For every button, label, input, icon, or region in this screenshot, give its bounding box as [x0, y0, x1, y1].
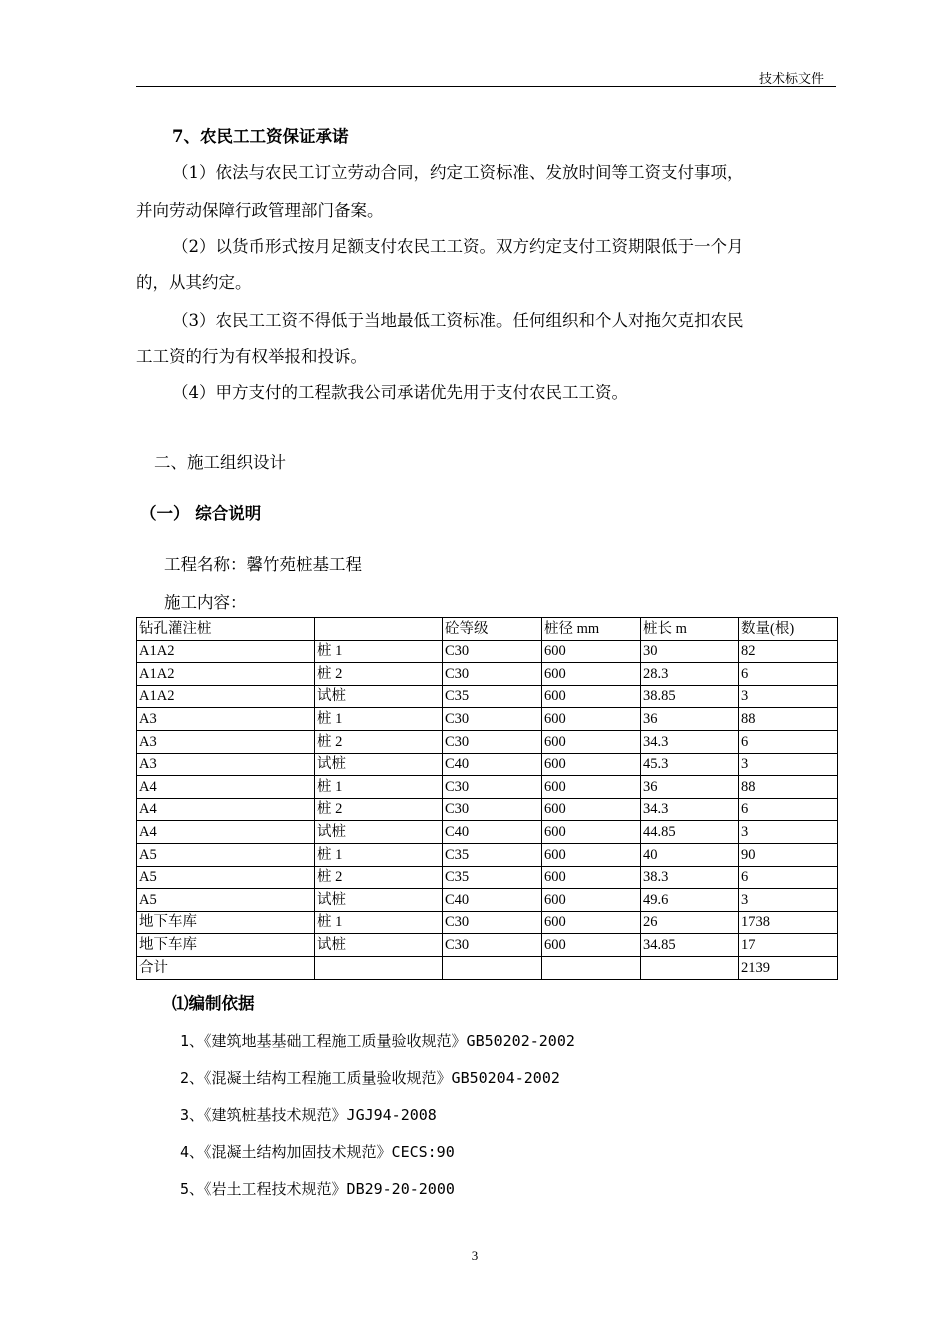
table-cell: 34.3	[641, 798, 739, 821]
table-cell: 3	[739, 889, 838, 912]
pile-table	[136, 617, 838, 980]
table-cell: C35	[443, 685, 542, 708]
table-cell: 6	[739, 730, 838, 753]
table-cell: 600	[542, 821, 641, 844]
table-cell	[641, 956, 739, 979]
table-row	[137, 776, 838, 799]
table-cell: 地下车库	[137, 934, 315, 957]
table-cell: C30	[443, 911, 542, 934]
table-cell: C30	[443, 708, 542, 731]
table-cell: 38.85	[641, 685, 739, 708]
table-row	[137, 889, 838, 912]
table-cell: 40	[641, 843, 739, 866]
table-cell: 600	[542, 889, 641, 912]
table-cell: C40	[443, 889, 542, 912]
table-cell: 26	[641, 911, 739, 934]
table-row	[137, 663, 838, 686]
table-cell: 3	[739, 821, 838, 844]
table-cell: 1738	[739, 911, 838, 934]
table-cell: A1A2	[137, 685, 315, 708]
table-cell: 桩 2	[315, 730, 443, 753]
table-cell: 17	[739, 934, 838, 957]
section7-item3-line2: 工工资的行为有权举报和投诉。	[136, 347, 367, 366]
table-cell: 30	[641, 640, 739, 663]
table-cell: 36	[641, 708, 739, 731]
table-cell	[542, 956, 641, 979]
header-cell	[315, 618, 443, 641]
header-cell: 砼等级	[443, 618, 542, 641]
table-cell: 地下车库	[137, 911, 315, 934]
table-cell: C40	[443, 753, 542, 776]
table-cell: 49.6	[641, 889, 739, 912]
table-cell: 试桩	[315, 934, 443, 957]
table-cell: 600	[542, 640, 641, 663]
table-cell	[315, 956, 443, 979]
chapter2-title: 二、施工组织设计	[154, 453, 286, 472]
table-cell: 28.3	[641, 663, 739, 686]
table-row	[137, 730, 838, 753]
table-cell: A4	[137, 798, 315, 821]
table-cell: A4	[137, 821, 315, 844]
table-cell: 600	[542, 663, 641, 686]
table-cell: 600	[542, 911, 641, 934]
table-row	[137, 956, 838, 979]
section7-heading: 7、农民工工资保证承诺	[172, 127, 349, 146]
content-label: 施工内容：	[164, 593, 247, 612]
table-cell: A4	[137, 776, 315, 799]
table-cell	[443, 956, 542, 979]
section7-item1-line1: （1）依法与农民工订立劳动合同，约定工资标准、发放时间等工资支付事项，	[172, 163, 744, 182]
table-cell: 600	[542, 685, 641, 708]
table-row	[137, 934, 838, 957]
table-row	[137, 798, 838, 821]
basis-item: 4、《混凝土结构加固技术规范》CECS:90	[180, 1143, 455, 1161]
table-cell: 600	[542, 843, 641, 866]
basis-item: 1、《建筑地基基础工程施工质量验收规范》GB50202-2002	[180, 1032, 575, 1050]
table-cell: 桩 1	[315, 708, 443, 731]
table-row	[137, 866, 838, 889]
table-row	[137, 708, 838, 731]
table-cell: 试桩	[315, 753, 443, 776]
table-cell: 36	[641, 776, 739, 799]
table-cell: 600	[542, 934, 641, 957]
table-cell: 桩 1	[315, 843, 443, 866]
table-cell: 6	[739, 798, 838, 821]
table-cell: 6	[739, 663, 838, 686]
table-cell: A1A2	[137, 663, 315, 686]
table-cell: C35	[443, 843, 542, 866]
table-cell: 试桩	[315, 685, 443, 708]
table-cell: C30	[443, 663, 542, 686]
table-cell: A3	[137, 753, 315, 776]
header-rule	[136, 86, 836, 87]
table-cell: 6	[739, 866, 838, 889]
table-cell: 88	[739, 708, 838, 731]
table-cell: 82	[739, 640, 838, 663]
table-cell: 38.3	[641, 866, 739, 889]
table-cell: A5	[137, 889, 315, 912]
project-name: 工程名称：馨竹苑桩基工程	[164, 555, 362, 574]
page-number: 3	[471, 1248, 479, 1263]
table-cell: 600	[542, 798, 641, 821]
table-cell: 45.3	[641, 753, 739, 776]
header-cell: 数量(根)	[739, 618, 838, 641]
table-cell: 3	[739, 753, 838, 776]
section7-item2-line2: 的，从其约定。	[136, 273, 252, 292]
table-cell: 600	[542, 866, 641, 889]
basis-item: 3、《建筑桩基技术规范》JGJ94-2008	[180, 1106, 437, 1124]
table-cell: 桩 2	[315, 798, 443, 821]
header-cell: 钻孔灌注桩	[137, 618, 315, 641]
header-title: 技术标文件	[758, 72, 824, 87]
section7-item4-line1: （4）甲方支付的工程款我公司承诺优先用于支付农民工工资。	[172, 383, 628, 402]
table-cell: 90	[739, 843, 838, 866]
table-header-row	[137, 618, 838, 641]
table-cell: 88	[739, 776, 838, 799]
table-cell: 44.85	[641, 821, 739, 844]
table-cell: C35	[443, 866, 542, 889]
table-cell: 2139	[739, 956, 838, 979]
table-row	[137, 911, 838, 934]
table-cell: 600	[542, 730, 641, 753]
table-cell: A3	[137, 730, 315, 753]
table-cell: 3	[739, 685, 838, 708]
table-cell: C30	[443, 640, 542, 663]
section7-item3-line1: （3）农民工工资不得低于当地最低工资标准。任何组织和个人对拖欠克扣农民	[172, 311, 744, 330]
section7-item2-line1: （2）以货币形式按月足额支付农民工工资。双方约定支付工资期限低于一个月	[172, 237, 744, 256]
table-cell: 桩 2	[315, 663, 443, 686]
table-cell: C30	[443, 798, 542, 821]
table-cell: C30	[443, 776, 542, 799]
table-cell: A5	[137, 843, 315, 866]
table-cell: 34.85	[641, 934, 739, 957]
table-row	[137, 753, 838, 776]
table-cell: 桩 1	[315, 911, 443, 934]
table-cell: A3	[137, 708, 315, 731]
table-cell: 桩 1	[315, 640, 443, 663]
table-cell: 600	[542, 708, 641, 731]
table-cell: 桩 1	[315, 776, 443, 799]
table-cell: 桩 2	[315, 866, 443, 889]
subsection-title: （一） 综合说明	[140, 504, 262, 523]
table-cell: C30	[443, 934, 542, 957]
header-cell: 桩长 m	[641, 618, 739, 641]
table-cell: C30	[443, 730, 542, 753]
basis-item: 2、《混凝土结构工程施工质量验收规范》GB50204-2002	[180, 1069, 560, 1087]
table-cell: 600	[542, 753, 641, 776]
table-cell: 试桩	[315, 821, 443, 844]
basis-item: 5、《岩土工程技术规范》DB29-20-2000	[180, 1180, 455, 1198]
table-row	[137, 821, 838, 844]
header-cell: 桩径 mm	[542, 618, 641, 641]
table-cell: 试桩	[315, 889, 443, 912]
table-cell: A1A2	[137, 640, 315, 663]
table-cell: 600	[542, 776, 641, 799]
table-cell: C40	[443, 821, 542, 844]
section7-item1-line2: 并向劳动保障行政管理部门备案。	[136, 201, 384, 220]
table-row	[137, 685, 838, 708]
table-cell: A5	[137, 866, 315, 889]
table-cell: 合计	[137, 956, 315, 979]
table-row	[137, 640, 838, 663]
table-cell: 34.3	[641, 730, 739, 753]
basis-title: ⑴编制依据	[172, 994, 255, 1013]
table-row	[137, 843, 838, 866]
